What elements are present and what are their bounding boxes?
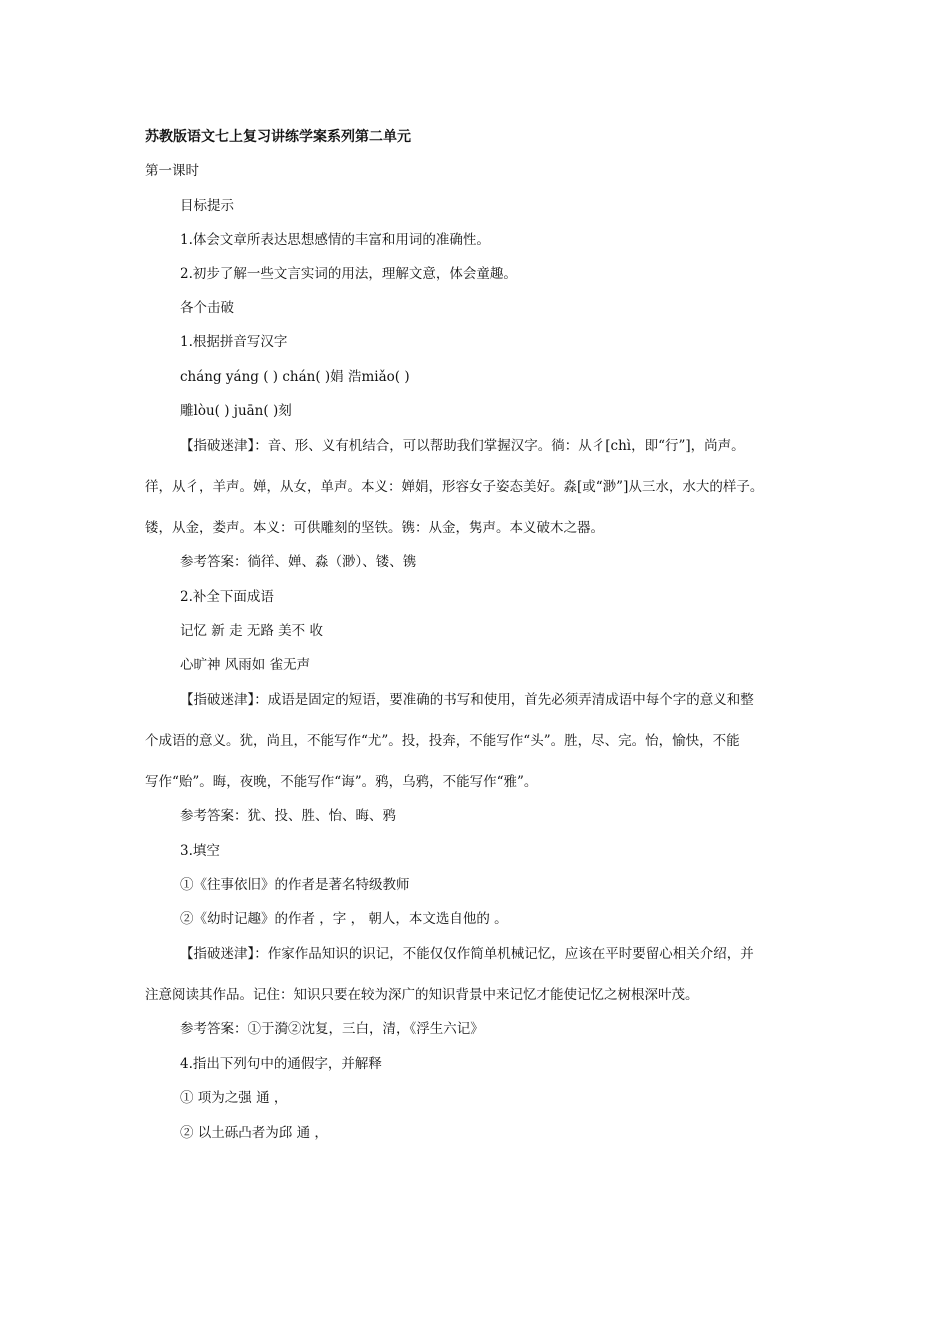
question-2-line-2: 心旷神 风雨如 雀无声 [180,657,311,673]
question-1-title: 1.根据拼音写汉字 [180,334,288,350]
question-3-title: 3.填空 [180,843,220,859]
question-1-hint-line-2: 徉，从彳，羊声。婵，从女，单声。本义：婵娟，形容女子姿态美好。淼[或“渺”]从三水，水大的样子。 [145,479,764,495]
lesson-label: 第一课时 [145,163,199,179]
question-3-line-1: ①《往事依旧》的作者是著名特级教师 [180,877,410,893]
document-title: 苏教版语文七上复习讲练学案系列第二单元 [145,129,411,145]
goal-item-2: 2.初步了解一些文言实词的用法，理解文意，体会童趣。 [180,266,517,282]
question-1-pinyin-line-2: 雕lòu( ) juān( )刻 [180,403,292,419]
goal-heading: 目标提示 [180,198,234,214]
question-2-hint-line-1: 【指破迷津】：成语是固定的短语，要准确的书写和使用，首先必须弄清成语中每个字的意义和整 [180,692,754,708]
question-2-hint-line-2: 个成语的意义。犹，尚且，不能写作“尤”。投，投奔，不能写作“头”。胜，尽、完。怡，愉快，不能 [145,733,740,749]
question-1-hint-line-3: 镂，从金，娄声。本义：可供雕刻的坚铁。镌：从金，隽声。本义破木之器。 [145,520,604,536]
section-heading: 各个击破 [180,300,234,316]
question-1-hint-line-1: 【指破迷津】：音、形、义有机结合，可以帮助我们掌握汉字。徜：从彳[chì，即“行”]，尚声。 [180,438,745,454]
question-4-line-2: ② 以土砾凸者为邱 通 ， [180,1125,328,1141]
question-2-hint-line-3: 写作“贻”。晦，夜晚，不能写作“诲”。鸦，乌鸦，不能写作“雅”。 [145,774,538,790]
question-1-pinyin-line-1: cháng yáng ( ) chán( )娟 浩miǎo( ) [180,369,410,385]
question-2-title: 2.补全下面成语 [180,589,274,605]
goal-item-1: 1.体会文章所表达思想感情的丰富和用词的准确性。 [180,232,490,248]
question-2-line-1: 记忆 新 走 无路 美不 收 [180,623,323,639]
question-4-title: 4.指出下列句中的通假字，并解释 [180,1056,382,1072]
question-3-hint-line-2: 注意阅读其作品。记住：知识只要在较为深广的知识背景中来记忆才能使记忆之树根深叶茂。 [145,987,699,1003]
question-3-answer: 参考答案：①于漪②沈复，三白，清，《浮生六记》 [180,1021,484,1037]
question-3-hint-line-1: 【指破迷津】：作家作品知识的识记，不能仅仅作简单机械记忆，应该在平时要留心相关介绍，并 [180,946,754,962]
question-2-answer: 参考答案：犹、投、胜、怡、晦、鸦 [180,808,396,824]
question-1-answer: 参考答案：徜徉、婵、淼（渺）、镂、镌 [180,554,417,570]
question-4-line-1: ① 项为之强 通 ， [180,1090,288,1106]
question-3-line-2: ②《幼时记趣》的作者 ，字 ， 朝人，本文选自他的 。 [180,911,508,927]
